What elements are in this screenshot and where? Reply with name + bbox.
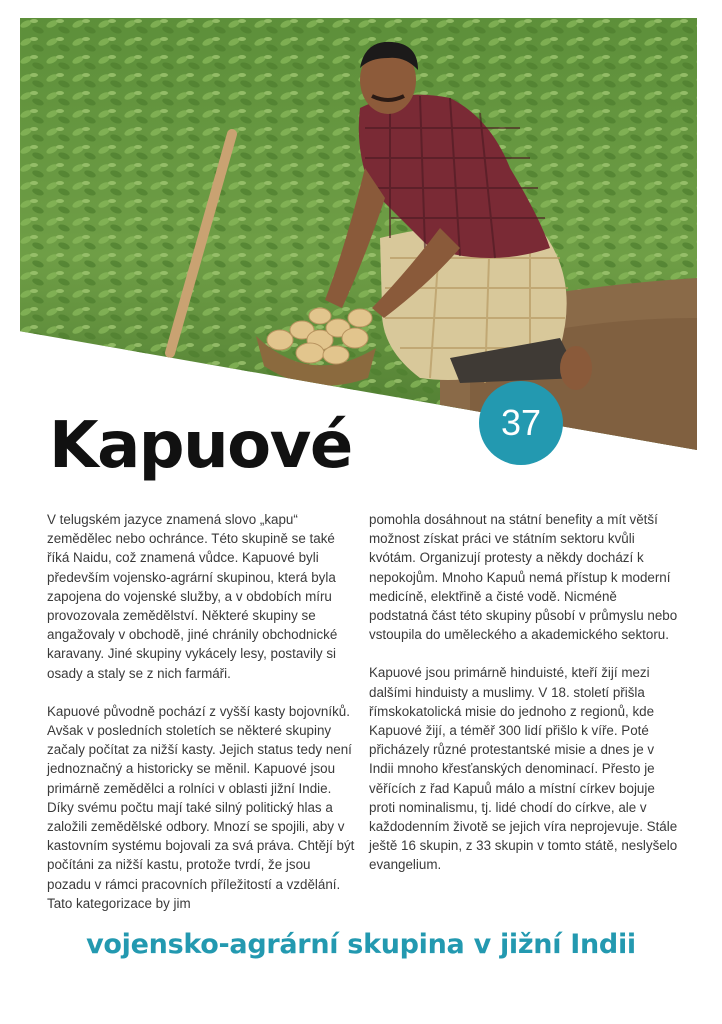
page-title: Kapuové [49,409,352,483]
paragraph: V telugském jazyce znamená slovo „kapu“ zemědělec nebo ochránce. Této skupině se také říká Naidu, což znamená vůdce. Kapuové byli především vojensko-agrární skupinou, která byla zapojena do vojenské služby, a v obdobích míru provozovala zemědělství. Některé skupiny se angažovaly v obchodě, jiné chránily obchodnické karavany. Jiné skupiny vykácely lesy, postavily si osady a staly se z nich farmáři. [47,512,338,681]
paragraph: Kapuové jsou primárně hinduisté, kteří žijí mezi dalšími hinduisty a muslimy. V 18. století přišla římskokatolická misie do jednoho z regionů, kde Kapuové žijí, a téměř 300 lidí přišlo k víře. Poté přicházely různé protestantské misie a dnes je v Indii mnoho křesťanských denominací. Přesto je věřících z řad Kapuů málo a místní církev bojuje proti nominalismu, tj. lidé chodí do církve, ale v každodenním životě se jejich víra neprojevuje. Stále ještě 16 skupin, z 33 skupin v tomto státě, neslyšelo evangelium. [369,665,678,873]
page-subtitle: vojensko-agrární skupina v jižní Indii [86,929,636,960]
page-number: 37 [500,402,542,443]
paragraph: pomohla dosáhnout na státní benefity a mít větší možnost získat práci ve státním sektoru kvůli kvótám. Organizují protesty a někdy dochází k nepokojům. Mnoho Kapuů nemá přístup k moderní medicíně, elektřině a čisté vodě. Nicméně podstatná část této skupiny působí v průmyslu nebo vstoupila do uměleckého a akademického sektoru. [369,512,678,643]
farmer-with-potatoes-illustration [20,18,697,450]
paragraph: Kapuové původně pochází z vyšší kasty bojovníků. Avšak v posledních stoletích se některé skupiny začaly počítat za nižší kasty. Jejich status tedy není jednoznačný a historicky se měnil. Kapuové jsou primárně zemědělci a rolníci v oblasti jižní Indie. Díky svému počtu mají také silný politický hlas a založili zemědělské odbory. Mnozí se spojili, aby v kastovním systému bojovali za svá práva. Chtějí být počítáni za nižší kastu, protože tvrdí, že jsou pozadu v rámci pracovních příležitostí a vzdělání. Tato kategorizace by jim [47,703,355,911]
cover-photo [20,18,697,450]
page-number-badge [479,381,563,465]
right-text-column [369,510,679,894]
left-text-column [47,510,355,932]
